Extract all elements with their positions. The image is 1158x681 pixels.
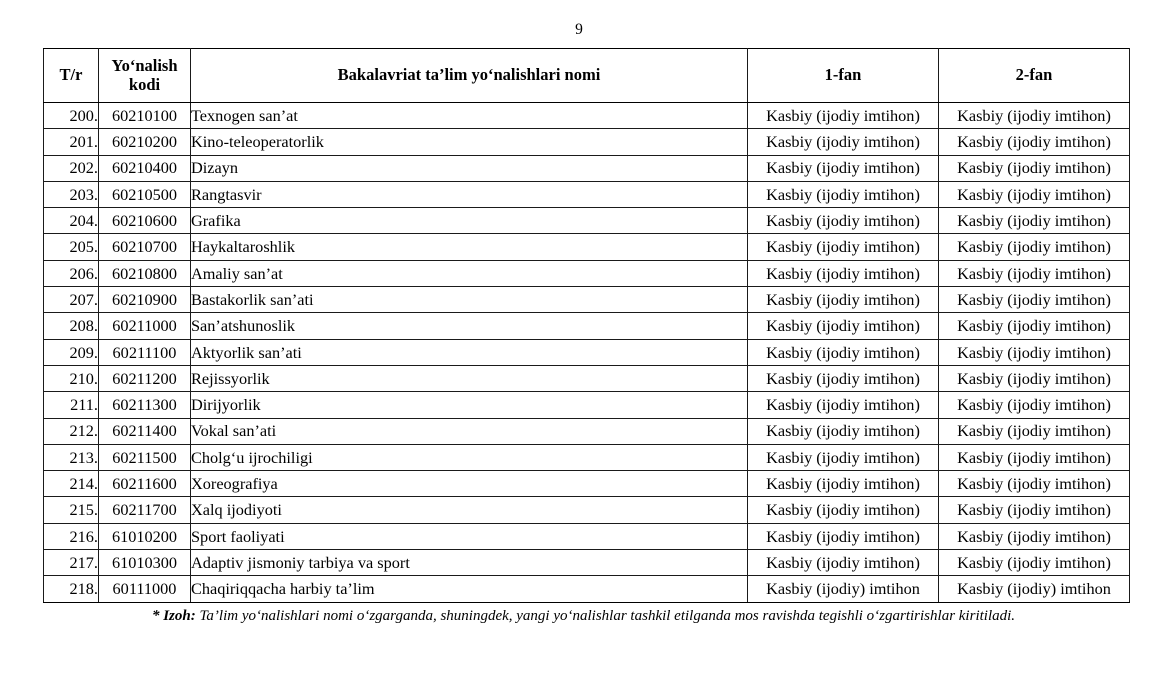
table-row — [44, 260, 1130, 286]
cell-program-name: Grafika — [191, 208, 748, 234]
table-row — [44, 550, 1130, 576]
cell-program-code: 60211600 — [99, 471, 191, 497]
cell-tr: 206. — [44, 260, 99, 286]
footnote — [43, 607, 1124, 626]
table-row — [44, 339, 1130, 365]
table-row — [44, 365, 1130, 391]
cell-subject-2: Kasbiy (ijodiy imtihon) — [939, 365, 1130, 391]
cell-program-name: Xoreografiya — [191, 471, 748, 497]
cell-subject-2: Kasbiy (ijodiy imtihon) — [939, 129, 1130, 155]
cell-subject-2: Kasbiy (ijodiy imtihon) — [939, 313, 1130, 339]
cell-program-code: 60210800 — [99, 260, 191, 286]
table-row — [44, 155, 1130, 181]
column-header-program-name: Bakalavriat ta’lim yo‘nalishlari nomi — [191, 49, 748, 103]
cell-program-name: Kino-teleoperatorlik — [191, 129, 748, 155]
cell-subject-1: Kasbiy (ijodiy imtihon) — [748, 208, 939, 234]
cell-tr: 207. — [44, 287, 99, 313]
cell-subject-1: Kasbiy (ijodiy imtihon) — [748, 444, 939, 470]
table-row — [44, 103, 1130, 129]
cell-subject-1: Kasbiy (ijodiy imtihon) — [748, 103, 939, 129]
table-row — [44, 392, 1130, 418]
cell-subject-2: Kasbiy (ijodiy imtihon) — [939, 550, 1130, 576]
bachelor-programs-table-container — [43, 48, 1124, 603]
cell-subject-2: Kasbiy (ijodiy imtihon) — [939, 287, 1130, 313]
cell-tr: 218. — [44, 576, 99, 602]
cell-program-code: 60210600 — [99, 208, 191, 234]
cell-subject-2: Kasbiy (ijodiy imtihon) — [939, 339, 1130, 365]
table-row — [44, 208, 1130, 234]
table-body — [44, 103, 1130, 603]
cell-subject-2: Kasbiy (ijodiy) imtihon — [939, 576, 1130, 602]
cell-tr: 209. — [44, 339, 99, 365]
table-row — [44, 418, 1130, 444]
cell-subject-2: Kasbiy (ijodiy imtihon) — [939, 497, 1130, 523]
cell-tr: 205. — [44, 234, 99, 260]
table-row — [44, 444, 1130, 470]
cell-subject-1: Kasbiy (ijodiy imtihon) — [748, 339, 939, 365]
cell-tr: 214. — [44, 471, 99, 497]
cell-subject-1: Kasbiy (ijodiy imtihon) — [748, 313, 939, 339]
cell-subject-1: Kasbiy (ijodiy imtihon) — [748, 418, 939, 444]
bachelor-programs-table — [43, 48, 1130, 603]
cell-tr: 210. — [44, 365, 99, 391]
column-header-tr: T/r — [44, 49, 99, 103]
cell-subject-1: Kasbiy (ijodiy imtihon) — [748, 365, 939, 391]
cell-subject-2: Kasbiy (ijodiy imtihon) — [939, 471, 1130, 497]
table-row — [44, 129, 1130, 155]
cell-subject-2: Kasbiy (ijodiy imtihon) — [939, 181, 1130, 207]
table-row — [44, 313, 1130, 339]
cell-tr: 217. — [44, 550, 99, 576]
cell-program-code: 60211400 — [99, 418, 191, 444]
cell-program-code: 60210200 — [99, 129, 191, 155]
column-header-program-code — [99, 49, 191, 103]
cell-program-code: 60211700 — [99, 497, 191, 523]
page-number: 9 — [575, 21, 583, 38]
cell-subject-1: Kasbiy (ijodiy imtihon) — [748, 287, 939, 313]
cell-program-name: Haykaltaroshlik — [191, 234, 748, 260]
cell-subject-1: Kasbiy (ijodiy imtihon) — [748, 234, 939, 260]
cell-program-name: Xalq ijodiyoti — [191, 497, 748, 523]
column-header-program-code-line2: kodi — [128, 74, 161, 94]
cell-subject-2: Kasbiy (ijodiy imtihon) — [939, 208, 1130, 234]
table-row — [44, 523, 1130, 549]
cell-tr: 213. — [44, 444, 99, 470]
cell-program-name: Rejissyorlik — [191, 365, 748, 391]
cell-program-code: 61010300 — [99, 550, 191, 576]
cell-program-name: Chaqiriqqacha harbiy ta’lim — [191, 576, 748, 602]
cell-program-name: Dirijyorlik — [191, 392, 748, 418]
cell-program-code: 60111000 — [99, 576, 191, 602]
cell-subject-1: Kasbiy (ijodiy imtihon) — [748, 471, 939, 497]
cell-program-code: 61010200 — [99, 523, 191, 549]
cell-subject-1: Kasbiy (ijodiy) imtihon — [748, 576, 939, 602]
cell-subject-1: Kasbiy (ijodiy imtihon) — [748, 260, 939, 286]
cell-program-name: Dizayn — [191, 155, 748, 181]
cell-tr: 200. — [44, 103, 99, 129]
cell-tr: 211. — [44, 392, 99, 418]
footnote-label: * Izoh: — [151, 608, 196, 624]
cell-subject-1: Kasbiy (ijodiy imtihon) — [748, 523, 939, 549]
table-header — [44, 49, 1130, 103]
cell-subject-1: Kasbiy (ijodiy imtihon) — [748, 155, 939, 181]
table-row — [44, 287, 1130, 313]
cell-subject-2: Kasbiy (ijodiy imtihon) — [939, 444, 1130, 470]
cell-subject-2: Kasbiy (ijodiy imtihon) — [939, 103, 1130, 129]
table-row — [44, 576, 1130, 602]
cell-program-name: Texnogen san’at — [191, 103, 748, 129]
column-header-subject-1: 1-fan — [748, 49, 939, 103]
cell-program-code: 60210900 — [99, 287, 191, 313]
cell-tr: 204. — [44, 208, 99, 234]
cell-subject-2: Kasbiy (ijodiy imtihon) — [939, 234, 1130, 260]
cell-program-name: Cholg‘u ijrochiligi — [191, 444, 748, 470]
cell-program-code: 60210400 — [99, 155, 191, 181]
cell-program-name: San’atshunoslik — [191, 313, 748, 339]
cell-program-code: 60210100 — [99, 103, 191, 129]
cell-subject-2: Kasbiy (ijodiy imtihon) — [939, 418, 1130, 444]
cell-subject-1: Kasbiy (ijodiy imtihon) — [748, 392, 939, 418]
cell-tr: 208. — [44, 313, 99, 339]
cell-subject-1: Kasbiy (ijodiy imtihon) — [748, 181, 939, 207]
cell-subject-1: Kasbiy (ijodiy imtihon) — [748, 550, 939, 576]
cell-program-name: Bastakorlik san’ati — [191, 287, 748, 313]
cell-program-code: 60211300 — [99, 392, 191, 418]
cell-program-code: 60210700 — [99, 234, 191, 260]
cell-program-name: Aktyorlik san’ati — [191, 339, 748, 365]
cell-program-code: 60211100 — [99, 339, 191, 365]
column-header-program-code-line1: Yo‘nalish — [111, 56, 178, 76]
cell-program-code: 60211000 — [99, 313, 191, 339]
cell-program-name: Amaliy san’at — [191, 260, 748, 286]
cell-subject-2: Kasbiy (ijodiy imtihon) — [939, 155, 1130, 181]
cell-tr: 203. — [44, 181, 99, 207]
cell-program-code: 60211200 — [99, 365, 191, 391]
table-header-row — [44, 49, 1130, 103]
cell-tr: 215. — [44, 497, 99, 523]
cell-tr: 216. — [44, 523, 99, 549]
table-row — [44, 497, 1130, 523]
cell-tr: 212. — [44, 418, 99, 444]
cell-subject-1: Kasbiy (ijodiy imtihon) — [748, 129, 939, 155]
table-row — [44, 181, 1130, 207]
cell-tr: 202. — [44, 155, 99, 181]
cell-program-code: 60211500 — [99, 444, 191, 470]
cell-program-name: Sport faoliyati — [191, 523, 748, 549]
cell-program-code: 60210500 — [99, 181, 191, 207]
table-row — [44, 471, 1130, 497]
footnote-text: Ta’lim yo‘nalishlari nomi o‘zgarganda, shuningdek, yangi yo‘nalishlar tashkil etilganda mos ravishda tegishli o‘zgartirishlar kiritiladi. — [199, 608, 1016, 624]
table-row — [44, 234, 1130, 260]
cell-program-name: Adaptiv jismoniy tarbiya va sport — [191, 550, 748, 576]
cell-program-name: Vokal san’ati — [191, 418, 748, 444]
cell-subject-2: Kasbiy (ijodiy imtihon) — [939, 392, 1130, 418]
cell-subject-1: Kasbiy (ijodiy imtihon) — [748, 497, 939, 523]
cell-tr: 201. — [44, 129, 99, 155]
cell-subject-2: Kasbiy (ijodiy imtihon) — [939, 260, 1130, 286]
cell-program-name: Rangtasvir — [191, 181, 748, 207]
column-header-subject-2: 2-fan — [939, 49, 1130, 103]
cell-subject-2: Kasbiy (ijodiy imtihon) — [939, 523, 1130, 549]
